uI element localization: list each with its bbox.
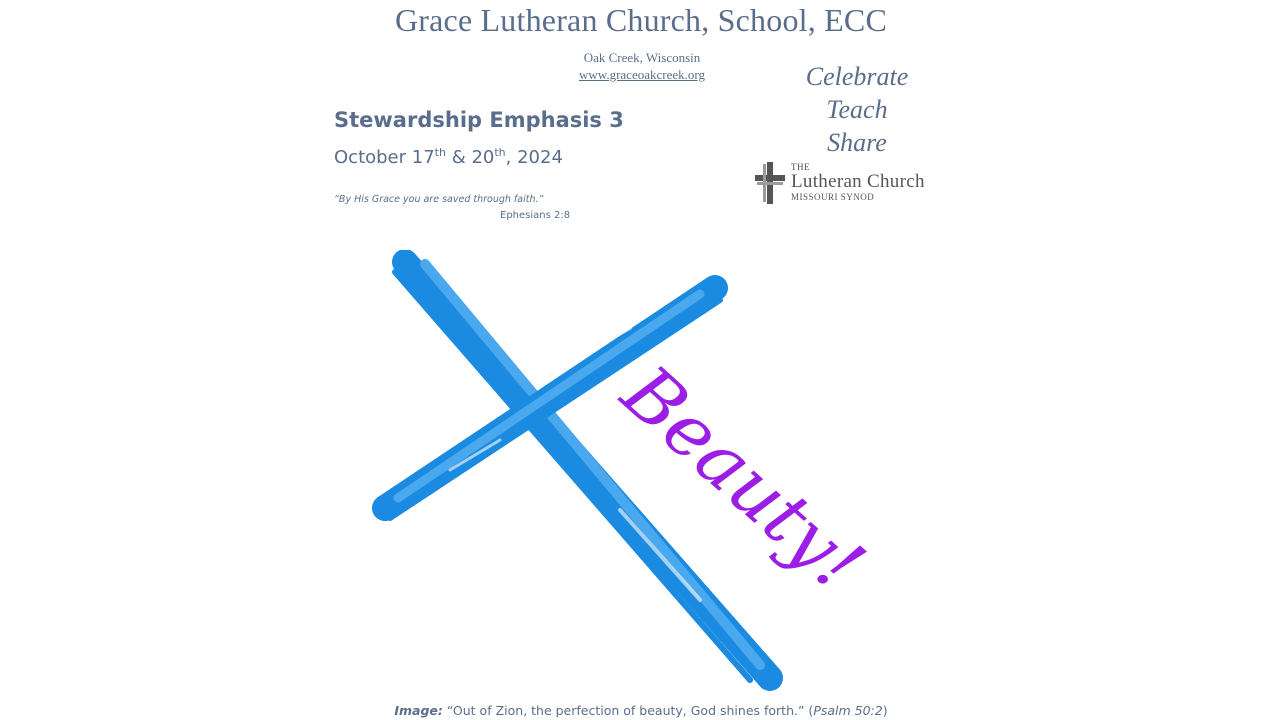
lcms-name-text: Lutheran Church — [791, 171, 925, 192]
tagline — [790, 60, 924, 159]
verse-reference: Ephesians 2:8 — [500, 210, 571, 221]
date-suffix-2: th — [494, 146, 506, 159]
church-name: Grace Lutheran Church, School, ECC — [394, 2, 887, 38]
caption-quote: “Out of Zion, the perfection of beauty, God shines forth.” ( — [442, 703, 814, 718]
website-link[interactable]: www.graceoakcreek.org — [579, 67, 705, 82]
date-mid: & 20 — [445, 147, 495, 168]
date-year: , 2024 — [505, 147, 563, 168]
caption-label: Image: — [394, 703, 443, 718]
verse-quote: “By His Grace you are saved through faith.” — [334, 194, 544, 205]
lcms-synod-text: MISSOURI SYNOD — [791, 192, 875, 202]
caption-reference: Psalm 50:2 — [813, 703, 883, 718]
beauty-word: Beauty! — [605, 349, 880, 609]
cross-beauty-artwork — [370, 250, 890, 695]
date-month: October 17 — [334, 147, 435, 168]
tagline-celebrate: Celebrate — [805, 62, 909, 91]
tagline-share: Share — [827, 128, 887, 157]
date-suffix-1: th — [434, 146, 446, 159]
tagline-teach: Teach — [826, 95, 888, 124]
lcms-logo — [753, 158, 953, 206]
lcms-the-text: THE — [791, 162, 810, 172]
lcms-cross-icon — [753, 160, 787, 206]
emphasis-title: Stewardship Emphasis 3 — [334, 108, 624, 132]
caption-close: ) — [882, 703, 888, 718]
church-location-block — [560, 49, 724, 83]
image-caption — [0, 703, 1280, 718]
location-text: Oak Creek, Wisconsin — [583, 50, 701, 65]
bulletin-dates — [334, 146, 563, 168]
